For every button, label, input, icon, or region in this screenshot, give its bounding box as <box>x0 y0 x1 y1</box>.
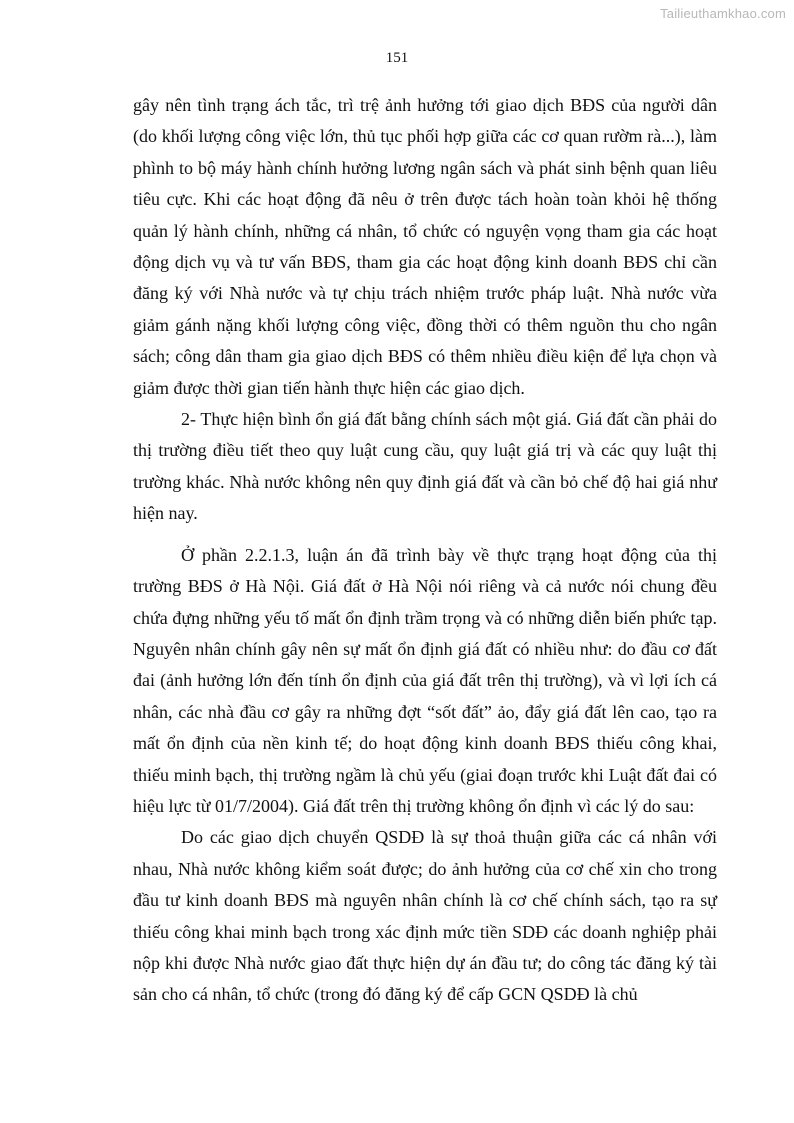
paragraph-hanoi-market: Ở phần 2.2.1.3, luận án đã trình bày về thực trạng hoạt động của thị trường BĐS ở Hà Nội. Giá đất ở Hà Nội nói riêng và cả nước nói chung đều chứa đựng những yếu tố mất ổn định trầm trọng và có những diễn biến phức tạp. Nguyên nhân chính gây nên sự mất ổn định giá đất có nhiều như: do đầu cơ đất đai (ảnh hưởng lớn đến tính ổn định của giá đất trên thị trường), và vì lợi ích cá nhân, các nhà đầu cơ gây ra những đợt “sốt đất” ảo, đẩy giá đất lên cao, tạo ra mất ổn định của nền kinh tế; do hoạt động kinh doanh BĐS thiếu công khai, thiếu minh bạch, thị trường ngầm là chủ yếu (giai đoạn trước khi Luật đất đai có hiệu lực từ 01/7/2004). Giá đất trên thị trường không ổn định vì các lý do sau: <box>133 544 717 816</box>
page-number: 151 <box>385 50 409 66</box>
document-body <box>133 90 717 1011</box>
site-watermark: Tailieuthamkhao.com <box>660 6 786 21</box>
paragraph-price-policy: 2- Thực hiện bình ổn giá đất bằng chính sách một giá. Giá đất cần phải do thị trường điều tiết theo quy luật cung cầu, quy luật giá trị và các quy luật thị trường khác. Nhà nước không nên quy định giá đất và cần bỏ chế độ hai giá như hiện nay. <box>133 409 717 524</box>
paragraph-continuation: gây nên tình trạng ách tắc, trì trệ ảnh hưởng tới giao dịch BĐS của người dân (do khối lượng công việc lớn, thủ tục phối hợp giữa các cơ quan rườm rà...), làm phình to bộ máy hành chính hưởng lương ngân sách và phát sinh bệnh quan liêu tiêu cực. Khi các hoạt động đã nêu ở trên được tách hoàn toàn khỏi hệ thống quản lý hành chính, những cá nhân, tổ chức có nguyện vọng tham gia các hoạt động dịch vụ và tư vấn BĐS, tham gia các hoạt động kinh doanh BĐS chỉ cần đăng ký với Nhà nước và tự chịu trách nhiệm trước pháp luật. Nhà nước vừa giảm gánh nặng khối lượng công việc, đồng thời có thêm nguồn thu cho ngân sách; công dân tham gia giao dịch BĐS có thêm nhiều điều kiện để lựa chọn và giảm được thời gian tiến hành thực hiện các giao dịch. <box>133 95 717 398</box>
paragraph-reasons: Do các giao dịch chuyển QSDĐ là sự thoả thuận giữa các cá nhân với nhau, Nhà nước không kiểm soát được; do ảnh hưởng của cơ chế xin cho trong đầu tư kinh doanh BĐS mà nguyên nhân chính là cơ chế chính sách, tạo ra sự thiếu công khai minh bạch trong xác định mức tiền SDĐ các doanh nghiệp phải nộp khi được Nhà nước giao đất thực hiện dự án đầu tư; do công tác đăng ký tài sản cho cá nhân, tổ chức (trong đó đăng ký để cấp GCN QSDĐ là chủ <box>133 827 717 1005</box>
